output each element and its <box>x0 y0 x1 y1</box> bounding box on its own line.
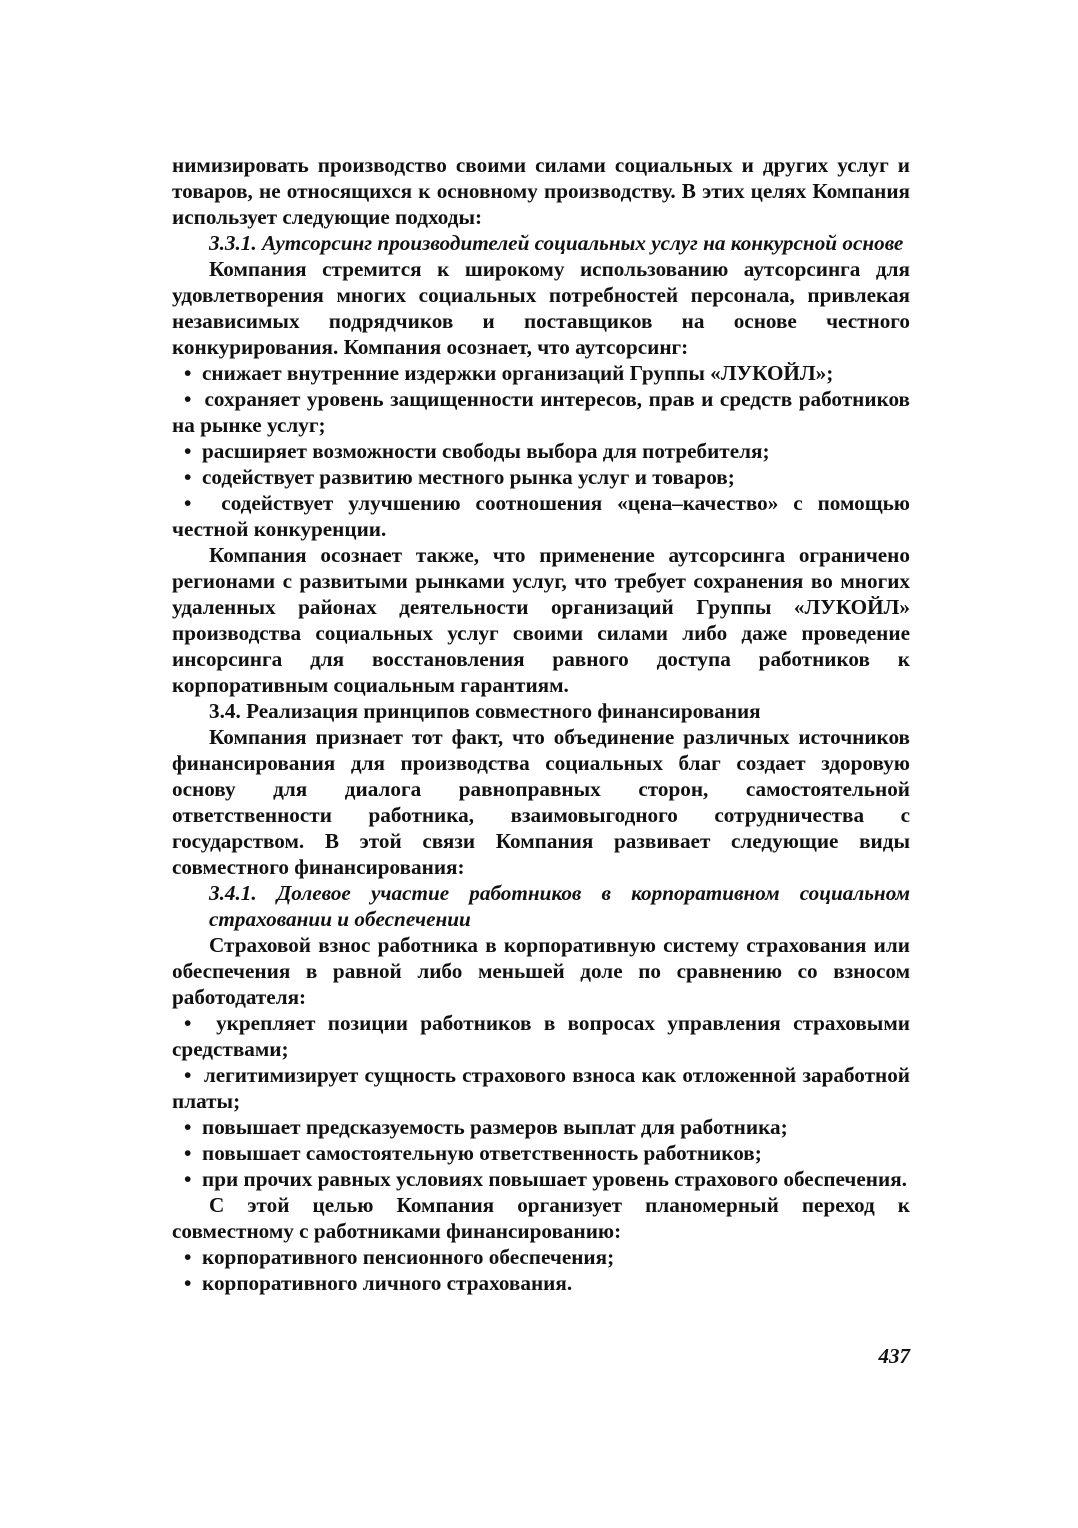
page-number: 437 <box>878 1344 910 1368</box>
paragraph: Страховой взнос работника в корпоративную систему страхования или обеспечения в равной либо меньшей доле по сравнению со взносом работодателя: <box>172 933 910 1009</box>
bullet-icon: • <box>184 1245 192 1269</box>
bullet-icon: • <box>184 1115 192 1139</box>
bullet-icon: • <box>184 1141 192 1165</box>
section-heading: 3.3.1. Аутсорсинг производителей социальных услуг на конкурсной основе <box>209 231 904 255</box>
bullet-item <box>172 1270 910 1296</box>
bullet-item <box>172 1166 910 1192</box>
bullet-item <box>172 360 910 386</box>
paragraph: С этой целью Компания организует планомерный переход к совместному с работниками финансированию: <box>172 1193 910 1243</box>
bullet-text: повышает самостоятельную ответственность работников; <box>202 1141 762 1165</box>
bullet-text: расширяет возможности свободы выбора для потребителя; <box>202 439 770 463</box>
bullet-item <box>172 1114 910 1140</box>
bullet-text: повышает предсказуемость размеров выплат для работника; <box>202 1115 788 1139</box>
bullet-text: содействует улучшению соотношения «цена–качество» с помощью честной конкуренции. <box>172 491 911 541</box>
bullet-text: содействует развитию местного рынка услуг и товаров; <box>202 465 735 489</box>
bullet-item <box>172 386 910 438</box>
paragraph: нимизировать производство своими силами социальных и других услуг и товаров, не относящихся к основному производству. В этих целях Компания использует следующие подходы: <box>172 153 910 229</box>
bullet-item <box>172 464 910 490</box>
bullet-icon: • <box>184 1167 192 1191</box>
bullet-text: сохраняет уровень защищенности интересов, прав и средств работников на рынке услуг; <box>172 387 911 437</box>
bullet-icon: • <box>184 1011 192 1035</box>
bullet-icon: • <box>184 1271 192 1295</box>
bullet-icon: • <box>184 465 192 489</box>
bullet-item <box>172 1244 910 1270</box>
bullet-item <box>172 438 910 464</box>
bullet-text: корпоративного пенсионного обеспечения; <box>202 1245 615 1269</box>
bullet-icon: • <box>184 439 192 463</box>
bullet-text: легитимизирует сущность страхового взноса как отложенной заработной платы; <box>172 1063 910 1113</box>
paragraph: Компания стремится к широкому использованию аутсорсинга для удовлетворения многих социальных потребностей персонала, привлекая независимых подрядчиков и поставщиков на основе честного конкурирования. Компания осознает, что аутсорсинг: <box>172 257 910 359</box>
bullet-item <box>172 490 910 542</box>
bullet-icon: • <box>184 491 192 515</box>
bullet-item <box>172 1140 910 1166</box>
bullet-icon: • <box>184 387 192 411</box>
bullet-item <box>172 1010 910 1062</box>
bullet-text: при прочих равных условиях повышает уровень страхового обеспечения. <box>202 1167 907 1191</box>
document-body <box>172 152 910 1296</box>
paragraph: Компания признает тот факт, что объединение различных источников финансирования для производства социальных благ создает здоровую основу для диалога равноправных сторон, самостоятельной ответственности работника, взаимовыгодного сотрудничества с государством. В этой связи Компания развивает следующие виды совместного финансирования: <box>172 725 910 879</box>
paragraph: Компания осознает также, что применение аутсорсинга ограничено регионами с развитыми рынками услуг, что требует сохранения во многих удаленных районах деятельности организаций Группы «ЛУКОЙЛ» производства социальных услуг своими силами либо даже проведение инсорсинга для восстановления равного доступа работников к корпоративным социальным гарантиям. <box>172 543 910 697</box>
bullet-text: укрепляет позиции работников в вопросах управления страховыми средствами; <box>172 1011 910 1061</box>
bullet-item <box>172 1062 910 1114</box>
bullet-text: снижает внутренние издержки организаций Группы «ЛУКОЙЛ»; <box>202 361 834 385</box>
bullet-icon: • <box>184 361 192 385</box>
section-heading: 3.4. Реализация принципов совместного финансирования <box>209 699 761 723</box>
bullet-text: корпоративного личного страхования. <box>202 1271 573 1295</box>
section-heading: 3.4.1. Долевое участие работников в корпоративном социальном страховании и обеспечении <box>209 881 910 931</box>
bullet-icon: • <box>184 1063 192 1087</box>
